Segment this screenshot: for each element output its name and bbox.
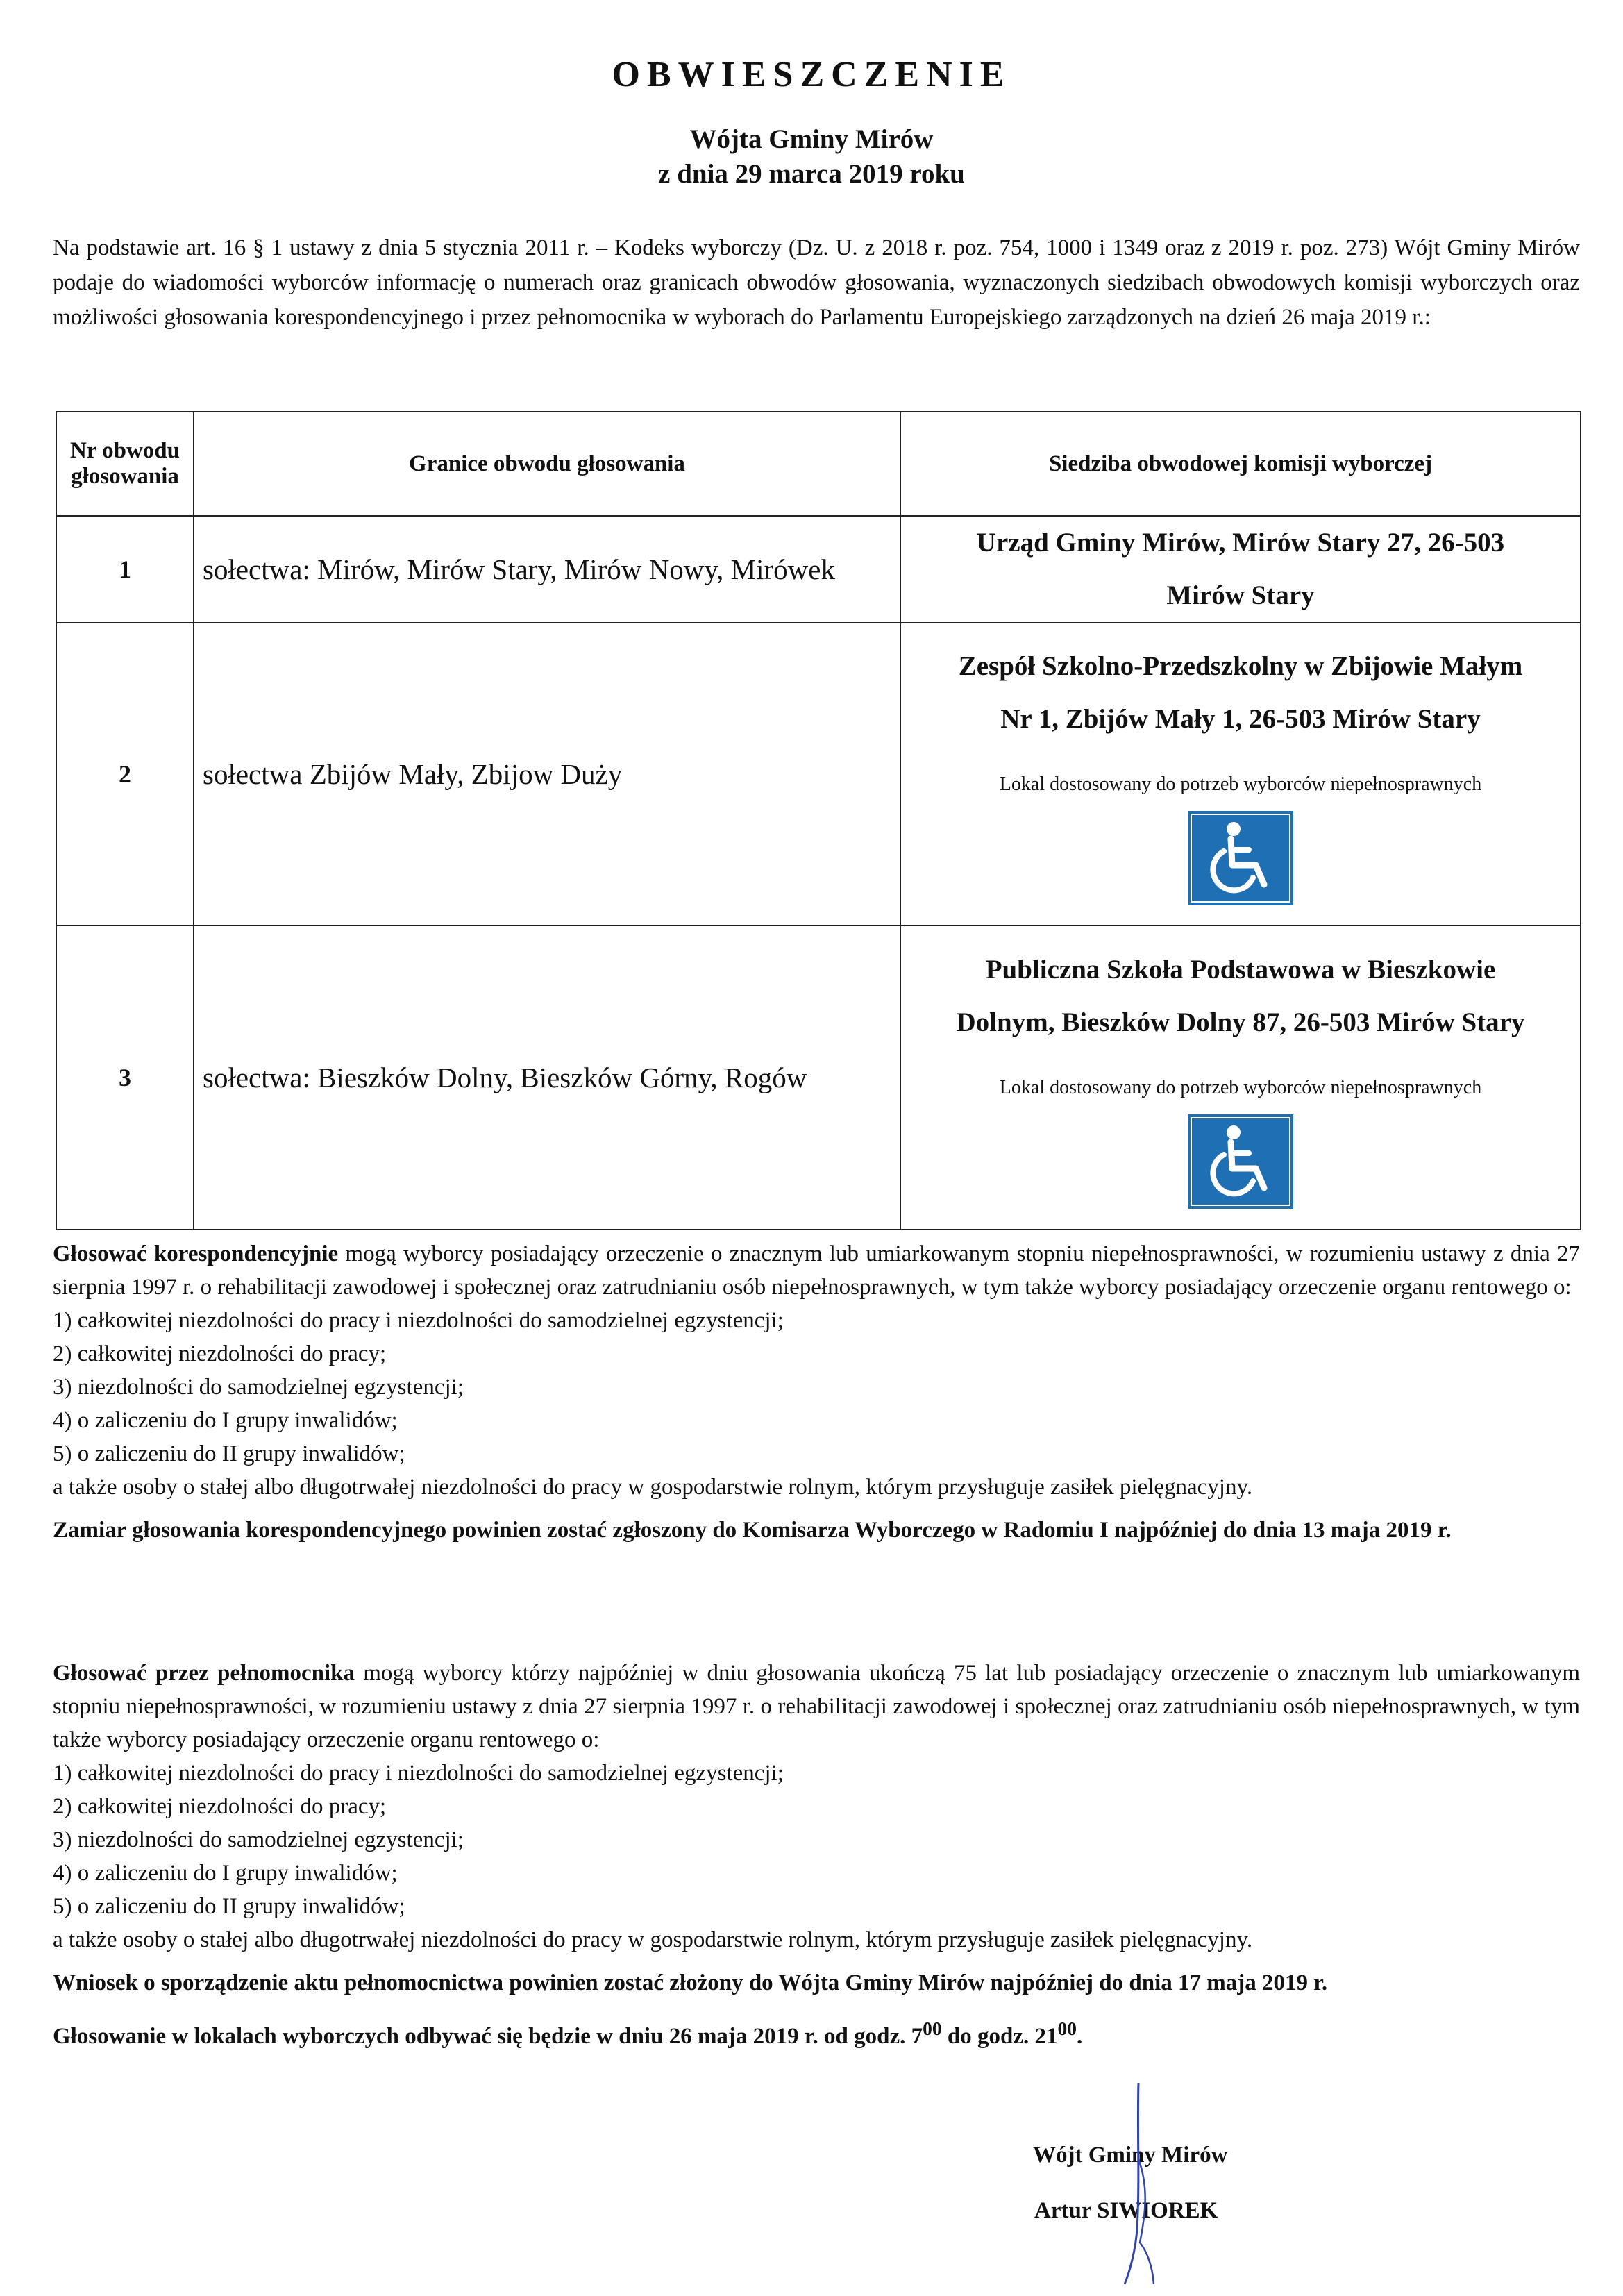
district-number: 1 (56, 516, 194, 623)
list-item: a także osoby o stałej albo długotrwałej niezdolności do pracy w gospodarstwie rolnym, którym przysługuje zasiłek pielęgnacyjny. (53, 1927, 1253, 1952)
list-item: 1) całkowitej niezdolności do pracy i niezdolności do samodzielnej egzystencji; (53, 1761, 784, 1786)
proxy-paragraph (53, 1661, 1580, 1752)
seat-line-2: Dolnym, Bieszków Dolny 87, 26-503 Mirów Stary (956, 1007, 1525, 1037)
seat-line-1: Urząd Gminy Mirów, Mirów Stary 27, 26-503 (976, 528, 1505, 558)
accessibility-note: Lokal dostosowany do potrzeb wyborców niepełnosprawnych (999, 1076, 1482, 1098)
document-subtitle: Wójta Gminy Mirów (689, 124, 934, 154)
header-siedziba: Siedziba obwodowej komisji wyborczej (900, 412, 1581, 516)
header-nr: Nr obwodu głosowania (56, 412, 194, 516)
seat-line-1: Zespół Szkolno-Przedszkolny w Zbijowie Małym (958, 651, 1523, 681)
accessibility-note: Lokal dostosowany do potrzeb wyborców niepełnosprawnych (999, 773, 1482, 795)
document-title: OBWIESZCZENIE (612, 55, 1011, 94)
proxy-section (53, 1657, 1580, 2053)
list-item: 1) całkowitej niezdolności do pracy i niezdolności do samodzielnej egzystencji; (53, 1308, 784, 1333)
signature-role: Wójt Gminy Mirów (1033, 2143, 1228, 2168)
correspondence-text: mogą wyborcy posiadający orzeczenie o znacznym lub umiarkowanym stopniu niepełnosprawności, w rozumieniu ustawy z dnia 27 sierpnia 1997 r. o rehabilitacji zawodowej i społecznej oraz zatrudnianiu osób niepełnosprawnych, w tym także wyborcy posiadający orzeczenie organu rentowego o: (53, 1241, 1580, 1300)
wheelchair-icon (1188, 1114, 1293, 1209)
seat-line-2: Nr 1, Zbijów Mały 1, 26-503 Mirów Stary (1000, 703, 1481, 734)
district-number: 2 (56, 623, 194, 925)
list-item: 3) niezdolności do samodzielnej egzystencji; (53, 1827, 464, 1852)
proxy-lead: Głosować przez pełnomocnika (53, 1661, 355, 1686)
seat-line-1: Publiczna Szkoła Podstawowa w Bieszkowie (985, 954, 1496, 984)
list-item: 5) o zaliczeniu do II grupy inwalidów; (53, 1441, 405, 1466)
wheelchair-icon (1188, 811, 1293, 905)
district-boundaries: sołectwa: Mirów, Mirów Stary, Mirów Nowy, Mirówek (194, 516, 900, 623)
voting-hours: Głosowanie w lokalach wyborczych odbywać się będzie w dniu 26 maja 2019 r. od godz. $7^{00}$ do godz. $21^{00}$. (53, 2018, 1083, 2049)
list-item: 2) całkowitej niezdolności do pracy; (53, 1341, 387, 1366)
district-seat (900, 623, 1581, 925)
district-boundaries: sołectwa: Bieszków Dolny, Bieszków Górny, Rogów (194, 925, 900, 1230)
list-item: a także osoby o stałej albo długotrwałej niezdolności do pracy w gospodarstwie rolnym, którym przysługuje zasiłek pielęgnacyjny. (53, 1475, 1253, 1500)
district-number: 3 (56, 925, 194, 1230)
correspondence-deadline: Zamiar głosowania korespondencyjnego powinien zostać zgłoszony do Komisarza Wyborczego w Radomiu I najpóźniej do dnia 13 maja 2019 r. (53, 1518, 1452, 1543)
header-granice: Granice obwodu głosowania (194, 412, 900, 516)
proxy-text: mogą wyborcy którzy najpóźniej w dniu głosowania ukończą 75 lat lub posiadający orzeczenie o znacznym lub umiarkowanym stopniu niepełnosprawności, w rozumieniu ustawy z dnia 27 sierpnia 1997 r. o rehabilitacji zawodowej i społecznej oraz zatrudnianiu osób niepełnosprawnych, w tym także wyborcy posiadający orzeczenie organu rentowego o: (53, 1661, 1580, 1752)
correspondence-paragraph (53, 1241, 1580, 1300)
signature-name: Artur SIWIOREK (1034, 2198, 1218, 2223)
handwritten-signature (1097, 2076, 1180, 2291)
correspondence-lead: Głosować korespondencyjnie (53, 1241, 339, 1266)
districts-table (56, 411, 1580, 1227)
table-header-row (56, 412, 1581, 516)
district-boundaries: sołectwa Zbijów Mały, Zbijow Duży (194, 623, 900, 925)
proxy-deadline: Wniosek o sporządzenie aktu pełnomocnictwa powinien zostać złożony do Wójta Gminy Mirów najpóźniej do dnia 17 maja 2019 r. (53, 1970, 1328, 1995)
list-item: 4) o zaliczeniu do I grupy inwalidów; (53, 1861, 398, 1886)
document-date: z dnia 29 marca 2019 roku (658, 159, 965, 189)
table-row (56, 516, 1581, 623)
intro-paragraph: Na podstawie art. 16 § 1 ustawy z dnia 5 stycznia 2011 r. – Kodeks wyborczy (Dz. U. z 2018 r. poz. 754, 1000 i 1349 oraz z 2019 r. poz. 273) Wójt Gminy Mirów podaje do wiadomości wyborców informację o numerach oraz granicach obwodów głosowania, wyznaczonych siedzibach obwodowych komisji wyborczych oraz możliwości głosowania korespondencyjnego i przez pełnomocnika w wyborach do Parlamentu Europejskiego zarządzonych na dzień 26 maja 2019 r.: (53, 235, 1580, 330)
seat-line-2: Mirów Stary (1166, 580, 1315, 610)
table-row (56, 623, 1581, 925)
list-item: 5) o zaliczeniu do II grupy inwalidów; (53, 1894, 405, 1919)
correspondence-section (53, 1237, 1580, 1547)
district-seat (900, 516, 1581, 623)
table-row (56, 925, 1581, 1230)
list-item: 4) o zaliczeniu do I grupy inwalidów; (53, 1408, 398, 1433)
district-seat (900, 925, 1581, 1230)
list-item: 3) niezdolności do samodzielnej egzystencji; (53, 1375, 464, 1400)
list-item: 2) całkowitej niezdolności do pracy; (53, 1794, 387, 1819)
